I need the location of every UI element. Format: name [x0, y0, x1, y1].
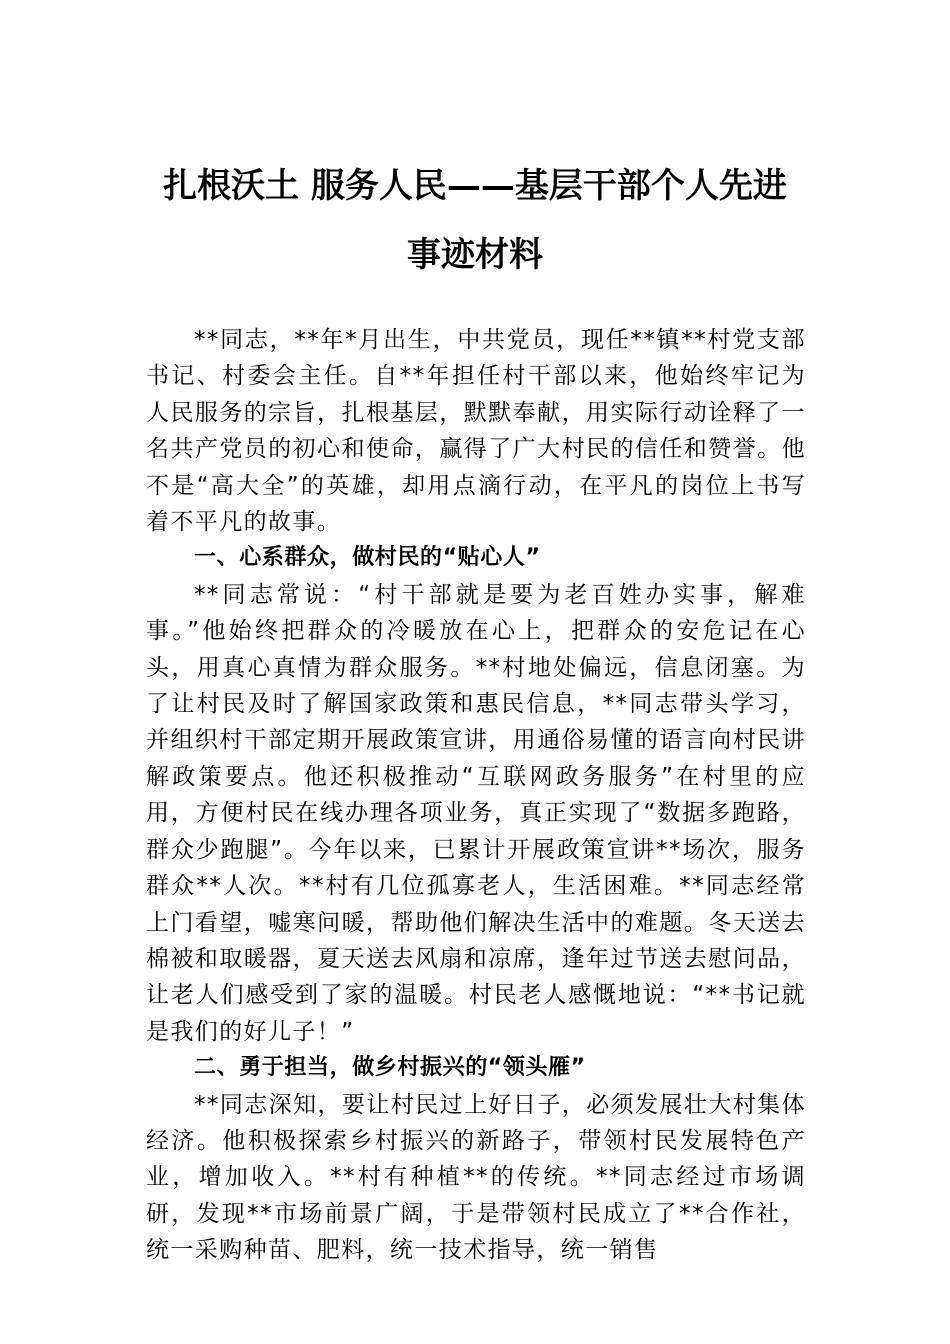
section-2-paragraph: **同志深知，要让村民过上好日子，必须发展壮大村集体经济。他积极探索乡村振兴的新路子，带领村民发展特色产业，增加收入。**村有种植**的传统。**同志经过市场调研，发现**市场前景广阔，于是带领村民成立了**合作社，统一采购种苗、肥料，统一技术指导，统一销售 — [146, 1091, 806, 1264]
intro-paragraph: **同志，**年*月出生，中共党员，现任**镇**村党支部书记、村委会主任。自**年担任村干部以来，他始终牢记为人民服务的宗旨，扎根基层，默默奉献，用实际行动诠释了一名共产党员的初心和使命，赢得了广大村民的信任和赞誉。他不是“高大全”的英雄，却用点滴行动，在平凡的岗位上书写着不平凡的故事。 — [146, 327, 806, 536]
document-title-line-1: 扎根沃土 服务人民——基层干部个人先进 — [163, 166, 787, 206]
section-heading-1: 一、心系群众，做村民的“贴心人” — [194, 545, 541, 571]
section-heading-2: 二、勇于担当，做乡村振兴的“领头雁” — [194, 1055, 586, 1081]
document-body — [146, 322, 806, 1269]
document-title-line-2: 事迹材料 — [407, 235, 543, 275]
section-1-paragraph: **同志常说：“村干部就是要为老百姓办实事，解难事。”他始终把群众的冷暖放在心上，把群众的安危记在心头，用真心真情为群众服务。**村地处偏远，信息闭塞。为了让村民及时了解国家政策和惠民信息，**同志带头学习，并组织村干部定期开展政策宣讲，用通俗易懂的语言向村民讲解政策要点。他还积极推动“互联网政务服务”在村里的应用，方便村民在线办理各项业务，真正实现了“数据多跑路，群众少跑腿”。今年以来，已累计开展政策宣讲**场次，服务群众**人次。**村有几位孤寡老人，生活困难。**同志经常上门看望，嘘寒问暖，帮助他们解决生活中的难题。冬天送去棉被和取暖器，夏天送去风扇和凉席，逢年过节送去慰问品，让老人们感受到了家的温暖。村民老人感慨地说：“**书记就是我们的好儿子！” — [146, 581, 806, 1045]
